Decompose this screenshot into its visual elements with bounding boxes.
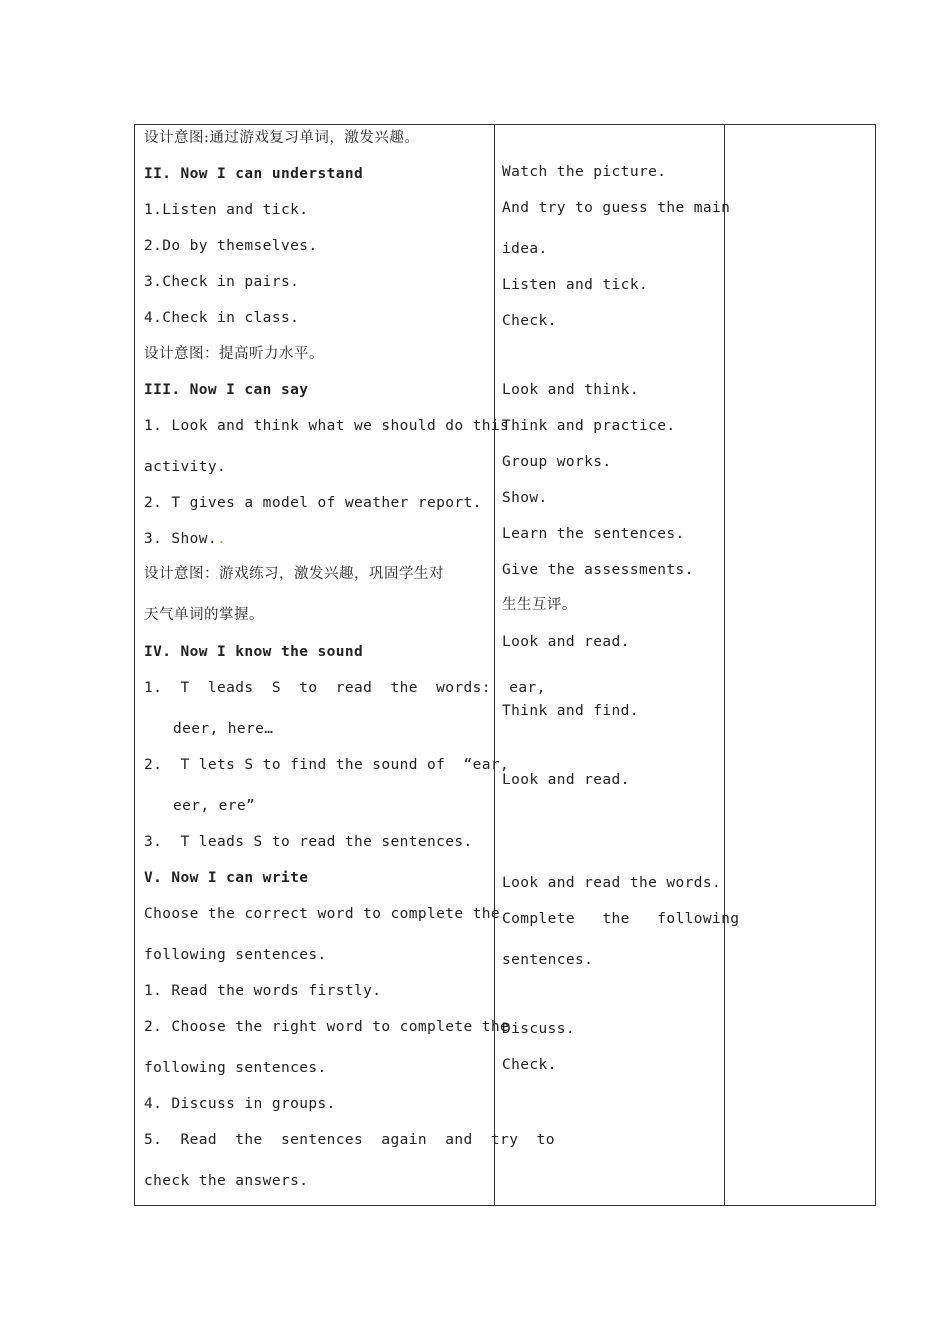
write-step-4: 4. Discuss in groups.: [144, 1096, 336, 1112]
write-step-5-cont: check the answers.: [144, 1173, 309, 1189]
student-watch: Watch the picture.: [502, 164, 667, 180]
write-intro-cont: following sentences.: [144, 947, 327, 963]
student-look-read-2: Look and read.: [502, 772, 630, 788]
section-heading-write: V. Now I can write: [144, 870, 309, 886]
student-check-2: Check.: [502, 1057, 557, 1073]
section-heading-understand: II. Now I can understand: [144, 166, 364, 182]
step-listen-tick: 1.Listen and tick.: [144, 202, 309, 218]
student-show: Show.: [502, 490, 548, 506]
write-step-1: 1. Read the words firstly.: [144, 983, 382, 999]
design-intent-2: 设计意图：提高听力水平。: [144, 346, 324, 362]
notes-column: [724, 125, 875, 1205]
student-activity-column: [494, 125, 740, 1205]
sound-step-2: 2. T lets S to find the sound of “ear,: [144, 757, 510, 773]
student-learn: Learn the sentences.: [502, 526, 685, 542]
student-complete-cont: sentences.: [502, 952, 594, 968]
student-check-1: Check.: [502, 313, 557, 329]
sound-step-1: 1. T leads S to read the words: ear,: [144, 680, 546, 696]
student-look-read-1: Look and read.: [502, 634, 630, 650]
student-guess-cont: idea.: [502, 241, 548, 257]
student-practice: Think and practice.: [502, 418, 676, 434]
write-intro: Choose the correct word to complete the: [144, 906, 501, 922]
sound-step-2-cont: eer, ere”: [173, 798, 256, 814]
say-step-3: 3. Show..: [144, 531, 227, 547]
write-step-2: 2. Choose the right word to complete the: [144, 1019, 510, 1035]
section-heading-sound: IV. Now I know the sound: [144, 644, 364, 660]
lesson-plan-table: [134, 124, 876, 1206]
student-peer-review: 生生互评。: [502, 597, 577, 613]
section-heading-say: III. Now I can say: [144, 382, 309, 398]
design-intent-1: 设计意图:通过游戏复习单词，激发兴趣。: [144, 130, 420, 146]
step-check-class: 4.Check in class.: [144, 310, 300, 326]
say-step-1-cont: activity.: [144, 459, 227, 475]
student-assess: Give the assessments.: [502, 562, 694, 578]
sound-step-3: 3. T leads S to read the sentences.: [144, 834, 473, 850]
student-look-think: Look and think.: [502, 382, 639, 398]
student-complete: Complete the following: [502, 911, 740, 927]
write-step-5: 5. Read the sentences again and try to: [144, 1132, 555, 1148]
design-intent-3-cont: 天气单词的掌握。: [144, 607, 264, 623]
student-read-words: Look and read the words.: [502, 875, 722, 891]
write-step-2-cont: following sentences.: [144, 1060, 327, 1076]
sound-step-1-cont: deer, here…: [173, 721, 274, 737]
step-do-themselves: 2.Do by themselves.: [144, 238, 318, 254]
student-listen: Listen and tick.: [502, 277, 649, 293]
student-discuss: Discuss.: [502, 1021, 576, 1037]
student-group-works: Group works.: [502, 454, 612, 470]
say-step-2: 2. T gives a model of weather report.: [144, 495, 482, 511]
student-think-find: Think and find.: [502, 703, 639, 719]
student-guess: And try to guess the main: [502, 200, 731, 216]
say-step-1: 1. Look and think what we should do this: [144, 418, 510, 434]
step-check-pairs: 3.Check in pairs.: [144, 274, 300, 290]
design-intent-3: 设计意图：游戏练习，激发兴趣，巩固学生对: [144, 566, 444, 582]
